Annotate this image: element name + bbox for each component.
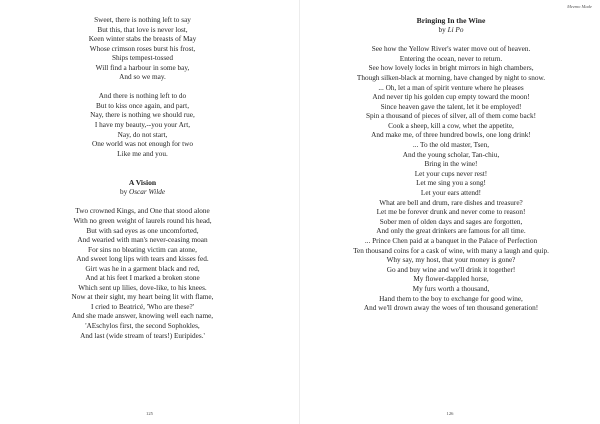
poem-line: Like me and you. xyxy=(117,149,168,158)
poem-line: For sins no bleating victim can atone, xyxy=(88,245,197,254)
left-page-text xyxy=(0,16,299,341)
poem-line: 'AEschylos first, the second Sophokles, xyxy=(85,322,200,330)
page-number: 126 xyxy=(446,411,454,416)
poem-line: Whose crimson roses burst his frost, xyxy=(89,44,196,53)
poem-line: I have my beauty,--you your Art, xyxy=(94,121,191,130)
right-page xyxy=(300,0,600,424)
poem-line: And we'll drown away the woes of ten thousand generation! xyxy=(363,304,539,313)
poem-line: Sober men of olden days and sages are forgotten, xyxy=(379,217,523,226)
poem-line: With no green weight of laurels round his head, xyxy=(73,216,212,225)
poem-line: Will find a harbour in some bay, xyxy=(95,63,190,72)
poem-line: And never tip his golden cup empty toward the moon! xyxy=(372,93,530,102)
poem-line: And sweet long lips with tears and kisses fed. xyxy=(76,255,209,264)
poem-line: And she made answer, knowing well each name, xyxy=(71,312,214,321)
poem-line: Sweet, there is nothing left to say xyxy=(94,16,191,24)
poem-line: I cried to Beatricé, 'Who are these?' xyxy=(90,302,195,311)
poem-line: See how lovely locks in bright mirrors in high chambers, xyxy=(368,64,534,73)
poem-line: Though silken-black at morning, have changed by night to snow. xyxy=(356,73,546,82)
poem-line: ... Prince Chen paid at a banquet in the Palace of Perfection xyxy=(364,237,538,246)
poem-body xyxy=(310,45,592,314)
page-number: 125 xyxy=(146,411,153,416)
poem-line: Ships tempest-tossed xyxy=(111,54,174,63)
poem-byline xyxy=(0,188,285,198)
poem-line: Nay, there is nothing we should rue, xyxy=(90,111,195,120)
poem-line: Girt was he in a garment black and red, xyxy=(85,264,200,273)
poem-line: Cook a sheep, kill a cow, whet the appetite, xyxy=(388,121,514,130)
poem-line: But to kiss once again, and part, xyxy=(95,101,190,110)
title-gap xyxy=(0,198,285,208)
poem-line: Entering the ocean, never to return. xyxy=(399,54,503,63)
poem-line: Let me sing you a song! xyxy=(416,179,486,188)
poem-line: Nay, do not start, xyxy=(117,130,168,139)
poem-line: Ten thousand coins for a cask of wine, with many a laugh and quip. xyxy=(353,246,549,255)
poem-byline xyxy=(310,26,592,36)
poem-author: Li Po xyxy=(447,26,464,34)
stanza-gap xyxy=(0,83,285,93)
poem-line: Since heaven gave the talent, let it be employed! xyxy=(380,102,522,111)
poem-line: Two crowned Kings, and One that stood alone xyxy=(75,207,210,216)
byline-by: by xyxy=(119,188,128,197)
poem-line: My flower-dappled horse, xyxy=(413,275,489,284)
poem-line: What are bell and drum, rare dishes and treasure? xyxy=(379,198,523,207)
poem-line: And the young scholar, Tan-chiu, xyxy=(402,150,500,159)
poem-line: Go and buy wine and we'll drink it together! xyxy=(386,265,516,274)
poem-line: But with sad eyes as one uncomforted, xyxy=(86,226,199,235)
poem-title: A Vision xyxy=(128,178,157,188)
poem-line: Why say, my host, that your money is gone? xyxy=(386,256,516,265)
poem-line: And so we may. xyxy=(119,73,166,82)
poem-line: Now at their sight, my heart being lit with flame, xyxy=(71,293,214,302)
poem-stanza-1 xyxy=(0,16,285,83)
poem-line: Hand them to the boy to exchange for good wine, xyxy=(379,294,523,303)
poem-line: And last (wide stream of tears!) Euripides.' xyxy=(80,331,205,340)
poem-line: ... To the old master, Tsen, xyxy=(412,141,490,150)
section-gap xyxy=(0,159,285,169)
right-page-text xyxy=(300,16,600,314)
poem-line: My furs worth a thousand, xyxy=(412,284,490,293)
poem-line: Spin a thousand of pieces of silver, all of them come back! xyxy=(365,112,537,121)
poem-line: And at his feet I marked a broken stone xyxy=(85,274,200,283)
poem-stanza-2 xyxy=(0,92,285,159)
poem-line: Bring in the wine! xyxy=(424,160,478,169)
poem-author: Oscar Wilde xyxy=(129,188,166,197)
poem-line: Let your cups never rest! xyxy=(414,169,488,178)
poem-line: Let me be forever drunk and never come to reason! xyxy=(376,208,526,217)
poem-line: And wearied with man's never-ceasing moan xyxy=(77,236,208,245)
poem-line: See how the Yellow River's water move out of heaven. xyxy=(371,45,531,54)
running-head: Mezmo Made xyxy=(567,4,592,9)
poem-title: Bringing In the Wine xyxy=(416,16,486,25)
poem-line: ... Oh, let a man of spirit venture where he pleases xyxy=(378,83,524,92)
poem-body xyxy=(0,207,285,341)
title-gap xyxy=(310,36,592,46)
poem-line: But this, that love is never lost, xyxy=(97,25,188,34)
poem-line: And make me, of three hundred bowls, one long drink! xyxy=(371,131,531,140)
byline-by: by xyxy=(438,26,446,34)
poem-line: Let your ears attend! xyxy=(420,189,482,198)
poem-line: And only the great drinkers are famous for all time. xyxy=(376,227,526,236)
poem-line: Keen winter stabs the breasts of May xyxy=(88,35,197,44)
poem-line: Which sent up lilies, dove-like, to his knees. xyxy=(78,283,207,292)
section-gap xyxy=(0,169,285,179)
poem-line: One world was not enough for two xyxy=(91,140,194,149)
poem-line: And there is nothing left to do xyxy=(98,92,187,101)
